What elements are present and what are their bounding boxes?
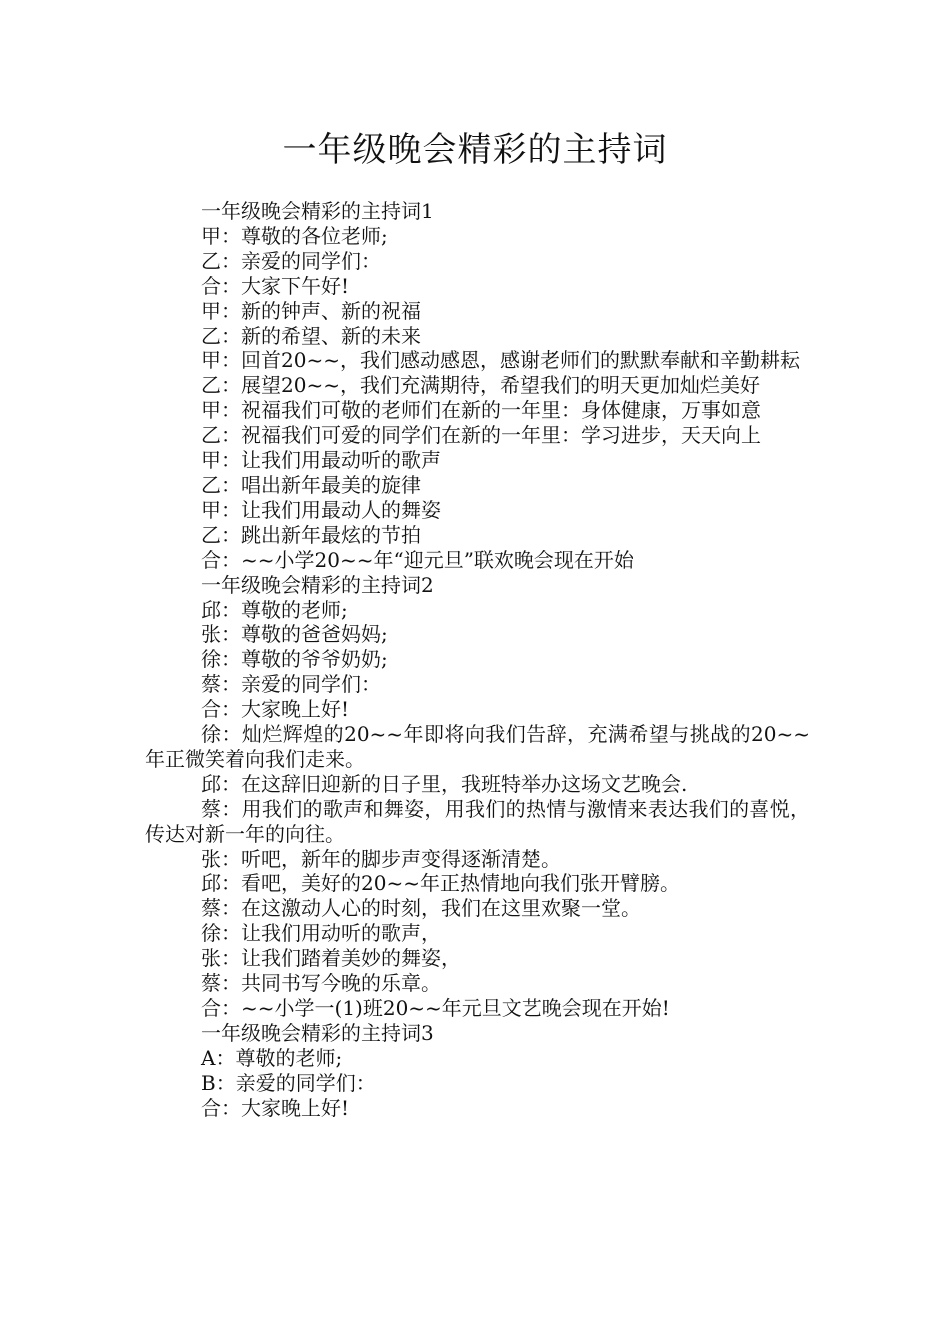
script-line: 邱：在这辞旧迎新的日子里，我班特举办这场文艺晚会. [201, 771, 688, 796]
script-line: 张：让我们踏着美妙的舞姿， [201, 946, 461, 971]
script-line: 合：~~小学一(1)班20~~年元旦文艺晚会现在开始! [201, 996, 670, 1020]
script-line: 甲：回首20~~，我们感动感恩，感谢老师们的默默奉献和辛勤耕耘 [201, 348, 800, 373]
script-line: 合：大家晚上好! [201, 1095, 350, 1120]
script-line: 乙：祝福我们可爱的同学们在新的一年里：学习进步，天天向上 [201, 423, 761, 448]
script-line: 徐：灿烂辉煌的20~~年即将向我们告辞，充满希望与挑战的20~~年正微笑着向我们走来。 [145, 722, 810, 771]
script-line: 邱：尊敬的老师; [201, 597, 348, 622]
script-line: B：亲爱的同学们： [201, 1070, 376, 1095]
script-line: A：尊敬的老师; [201, 1045, 343, 1070]
section-heading-2: 一年级晚会精彩的主持词2 [201, 572, 434, 597]
script-line: 乙：展望20~~，我们充满期待，希望我们的明天更加灿烂美好 [201, 373, 760, 398]
script-line: 乙：跳出新年最炫的节拍 [201, 522, 421, 547]
script-line: 甲：祝福我们可敬的老师们在新的一年里：身体健康，万事如意 [201, 398, 761, 423]
document-body [145, 199, 810, 1121]
script-line: 蔡：共同书写今晚的乐章。 [201, 971, 441, 996]
script-line: 邱：看吧，美好的20~~年正热情地向我们张开臂膀。 [201, 871, 680, 896]
script-line: 蔡：用我们的歌声和舞姿，用我们的热情与激情来表达我们的喜悦，传达对新一年的向往。 [145, 796, 810, 846]
script-line: 合：大家晚上好! [201, 697, 350, 722]
section-heading-3: 一年级晚会精彩的主持词3 [201, 1020, 434, 1045]
script-line: 合：~~小学20~~年“迎元旦”联欢晚会现在开始 [201, 547, 634, 572]
script-line: 合：大家下午好! [201, 273, 350, 298]
script-line: 蔡：在这激动人心的时刻，我们在这里欢聚一堂。 [201, 896, 641, 921]
script-line: 乙：新的希望、新的未来 [201, 323, 421, 348]
script-line: 蔡：亲爱的同学们： [201, 672, 381, 697]
script-line: 张：听吧，新年的脚步声变得逐渐清楚。 [201, 846, 561, 871]
script-line: 甲：让我们用最动人的舞姿 [201, 497, 441, 522]
script-line: 乙：唱出新年最美的旋律 [201, 472, 421, 497]
section-heading-1: 一年级晚会精彩的主持词1 [201, 199, 434, 223]
script-line: 甲：新的钟声、新的祝福 [201, 298, 421, 323]
script-line: 徐：尊敬的爷爷奶奶; [201, 647, 388, 672]
script-line: 徐：让我们用动听的歌声， [201, 921, 441, 946]
script-line: 乙：亲爱的同学们： [201, 248, 381, 273]
script-line: 张：尊敬的爸爸妈妈; [201, 622, 388, 647]
script-line: 甲：尊敬的各位老师; [201, 223, 388, 248]
script-line: 甲：让我们用最动听的歌声 [201, 448, 441, 473]
document-title: 一年级晚会精彩的主持词 [282, 130, 668, 170]
